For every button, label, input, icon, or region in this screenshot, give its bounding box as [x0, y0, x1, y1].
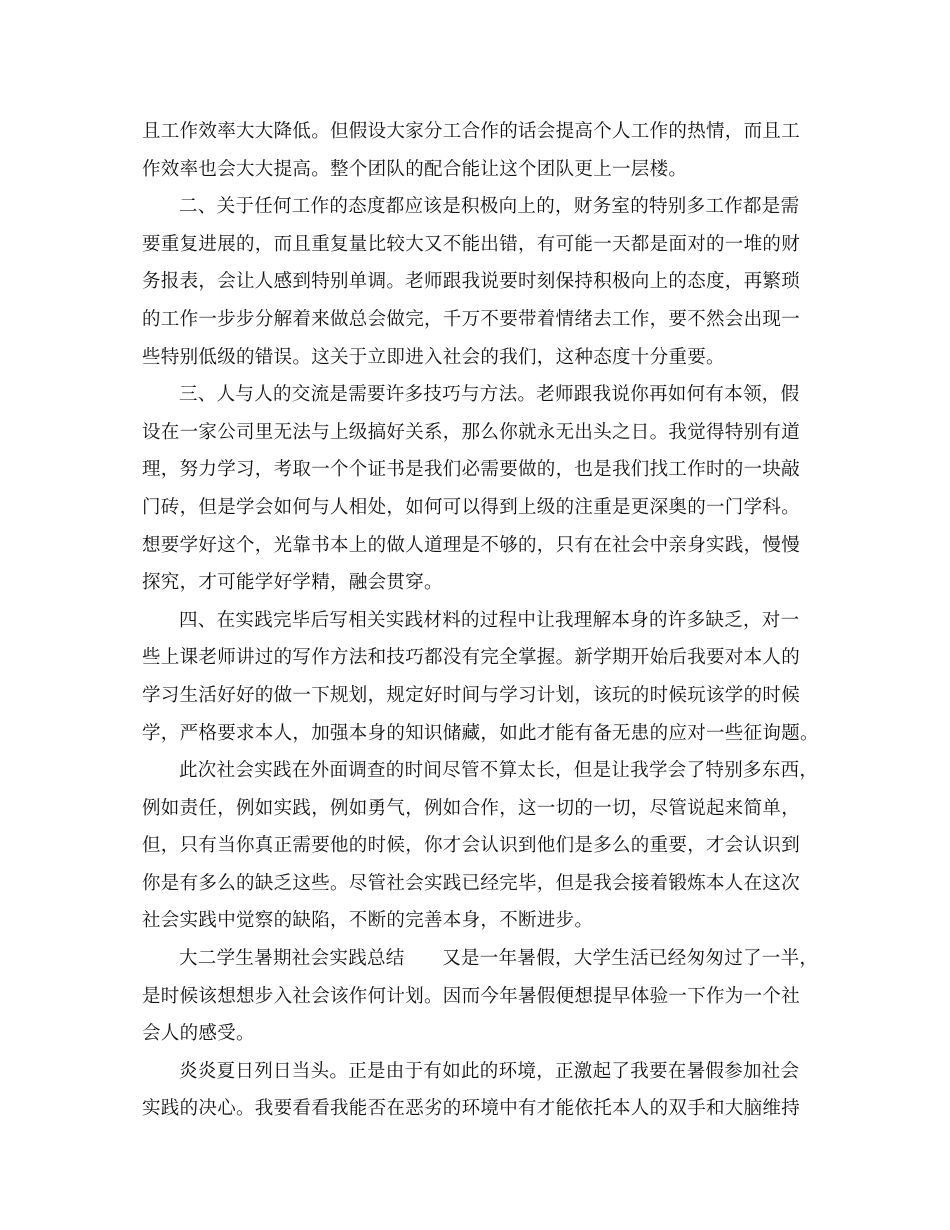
text-line: 要重复进展的，而且重复量比较大又不能出错，有可能一天都是面对的一堆的财	[142, 233, 801, 255]
text-line: 些特别低级的错误。这关于立即进入社会的我们，这种态度十分重要。	[142, 346, 725, 368]
document-body	[142, 113, 819, 1128]
text-line: 学习生活好好的做一下规划，规定好时间与学习计划，该玩的时候玩该学的时候	[142, 684, 801, 706]
text-line: 想要学好这个，光靠书本上的做人道理是不够的，只有在社会中亲身实践，慢慢	[142, 534, 801, 556]
text-line: 且工作效率大大降低。但假设大家分工合作的话会提高个人工作的热情，而且工	[142, 121, 801, 142]
text-line: 例如责任，例如实践，例如勇气，例如合作，这一切的一切，尽管说起来简单，	[142, 797, 801, 819]
text-line: 但，只有当你真正需要他的时候，你才会认识到他们是多么的重要，才会认识到	[142, 835, 801, 857]
text-line: 作效率也会大大提高。整个团队的配合能让这个团队更上一层楼。	[142, 158, 688, 180]
text-line: 门砖，但是学会如何与人相处，如何可以得到上级的注重是更深奥的一门学科。	[142, 496, 801, 518]
text-line: 是时候该想想步入社会该作何计划。因而今年暑假便想提早体验一下作为一个社	[142, 985, 801, 1007]
paragraph-start-line: 炎炎夏日列日当头。正是由于有如此的环境，正激起了我要在暑假参加社会	[179, 1060, 800, 1082]
text-line: 实践的决心。我要看看我能否在恶劣的环境中有才能依托本人的双手和大脑维持	[142, 1098, 801, 1120]
paragraph-start-line: 四、在实践完毕后写相关实践材料的过程中让我理解本身的许多缺乏，对一	[179, 609, 800, 631]
text-line: 会人的感受。	[142, 1023, 255, 1045]
text-line: 的工作一步步分解着来做总会做完，千万不要带着情绪去工作，要不然会出现一	[142, 308, 801, 330]
text-line: 探究，才可能学好学精，融会贯穿。	[142, 572, 443, 594]
text-line: 理，努力学习，考取一个个证书是我们必需要做的，也是我们找工作时的一块敲	[142, 459, 801, 481]
text-line: 学，严格要求本人，加强本身的知识储藏，如此才能有备无患的应对一些征询题。	[142, 722, 819, 744]
text-line: 社会实践中觉察的缺陷，不断的完善本身，不断进步。	[142, 910, 594, 932]
text-line: 务报表，会让人感到特别单调。老师跟我说要时刻保持积极向上的态度，再繁琐	[142, 271, 801, 293]
text-line: 些上课老师讲过的写作方法和技巧都没有完全掌握。新学期开始后我要对本人的	[142, 647, 801, 669]
text-line: 你是有多么的缺乏这些。尽管社会实践已经完毕，但是我会接着锻炼本人在这次	[142, 872, 801, 894]
paragraph-start-line: 三、人与人的交流是需要许多技巧与方法。老师跟我说你再如何有本领，假	[179, 384, 800, 406]
paragraph-start-line: 大二学生暑期社会实践总结 又是一年暑假，大学生活已经匆匆过了一半，	[179, 948, 819, 970]
paragraph-start-line: 二、关于任何工作的态度都应该是积极向上的，财务室的特别多工作都是需	[179, 196, 800, 218]
text-line: 设在一家公司里无法与上级搞好关系，那么你就永无出头之日。我觉得特别有道	[142, 421, 801, 443]
paragraph-start-line: 此次社会实践在外面调查的时间尽管不算太长，但是让我学会了特别多东西，	[179, 760, 819, 782]
